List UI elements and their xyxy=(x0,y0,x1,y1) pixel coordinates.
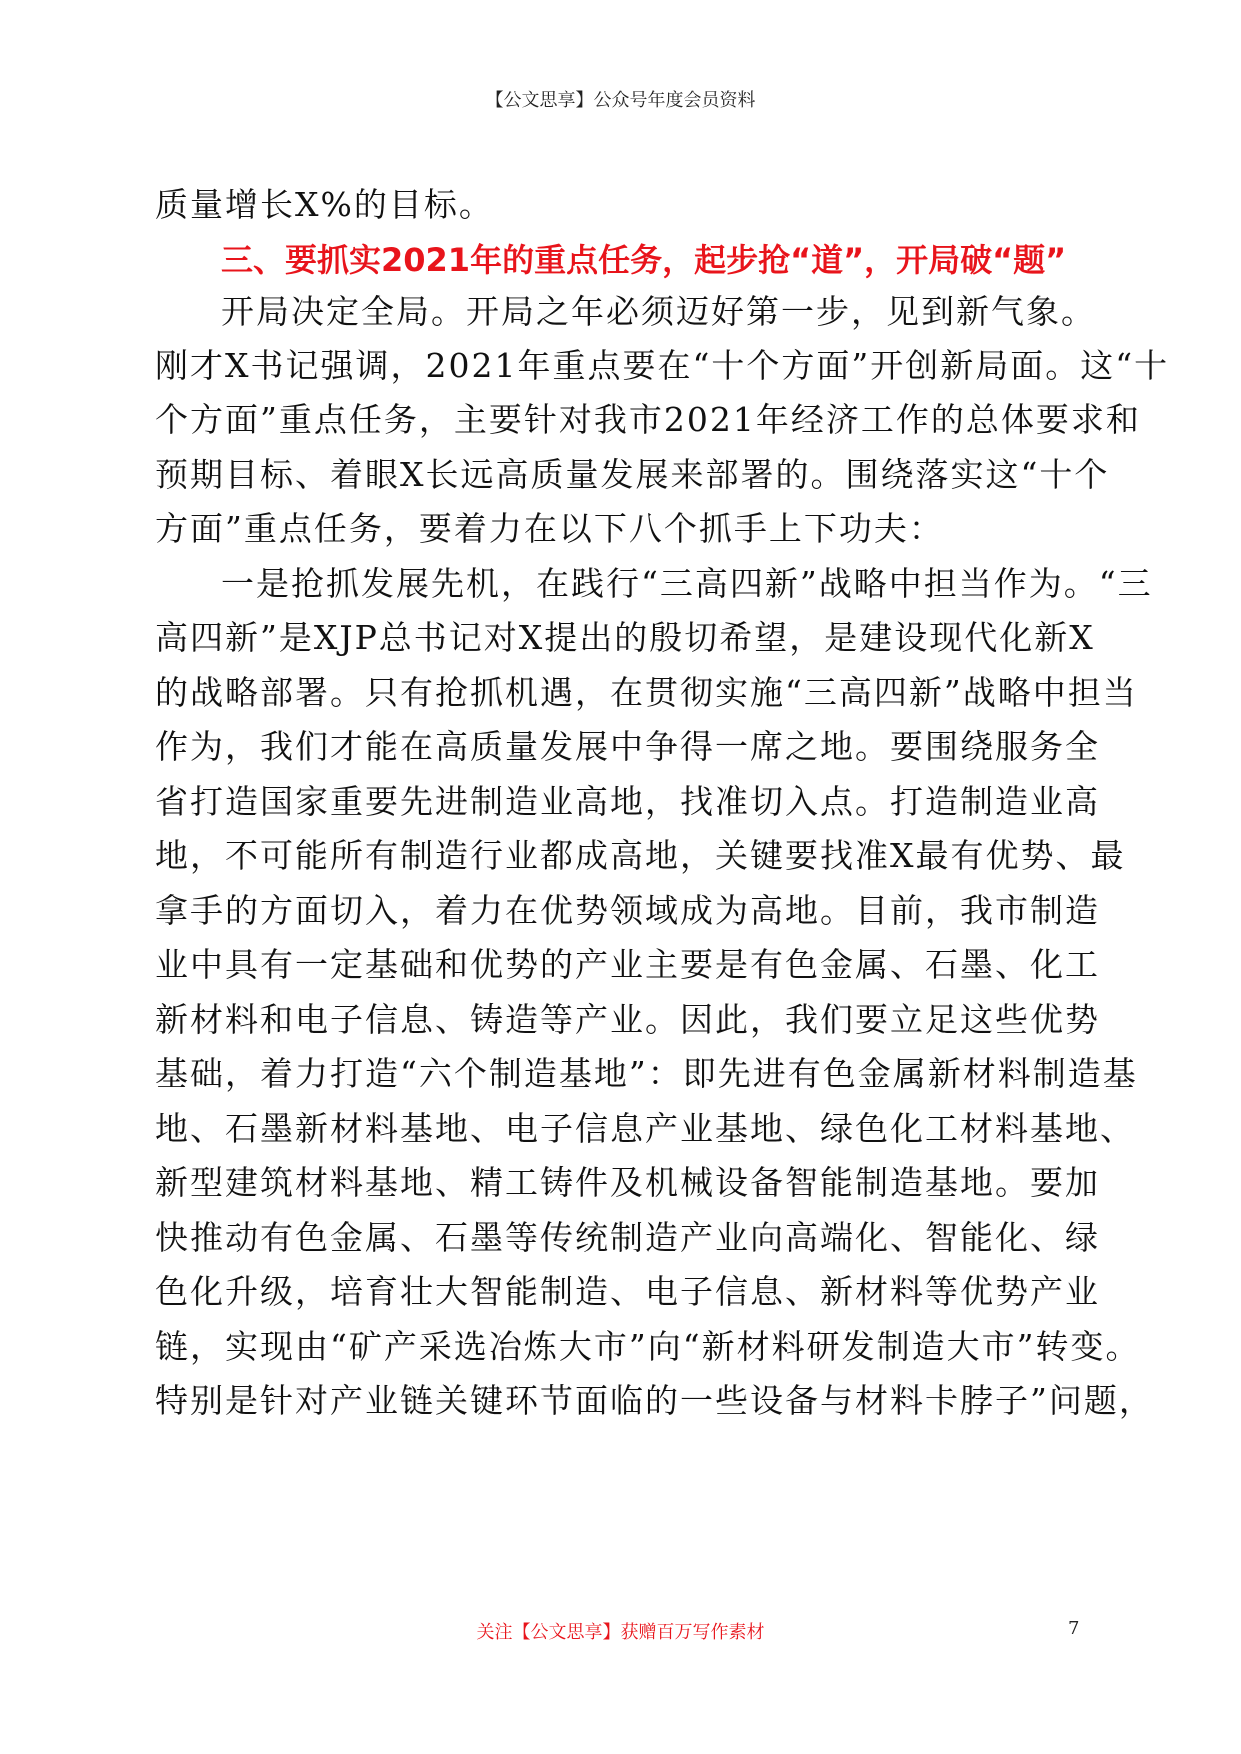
body-line: 开局决定全局。开局之年必须迈好第一步，见到新气象。 xyxy=(221,292,1096,331)
body-line: 的战略部署。只有抢抓机遇，在贯彻实施“三高四新”战略中担当 xyxy=(155,673,1138,712)
body-line: 预期目标、着眼X长远高质量发展来部署的。围绕落实这“十个 xyxy=(155,455,1110,494)
body-line: 质量增长X%的目标。 xyxy=(155,185,494,224)
body-line: 地、石墨新材料基地、电子信息产业基地、绿色化工材料基地、 xyxy=(155,1109,1135,1148)
body-line: 方面”重点任务，要着力在以下八个抓手上下功夫： xyxy=(155,509,944,548)
page-header: 【公文思享】公众号年度会员资料 xyxy=(485,90,756,111)
body-line: 地，不可能所有制造行业都成高地，关键要找准X最有优势、最 xyxy=(155,836,1126,875)
body-line: 作为，我们才能在高质量发展中争得一席之地。要围绕服务全 xyxy=(155,727,1100,766)
body-line: 拿手的方面切入，着力在优势领域成为高地。目前，我市制造 xyxy=(155,891,1100,930)
body-line: 新型建筑材料基地、精工铸件及机械设备智能制造基地。要加 xyxy=(155,1163,1100,1202)
page-footer: 关注【公文思享】获赠百万写作素材 xyxy=(476,1622,765,1643)
page-number: 7 xyxy=(1068,1618,1080,1639)
body-line: 一是抢抓发展先机，在践行“三高四新”战略中担当作为。“三 xyxy=(221,564,1153,603)
body-line: 高四新”是XJP总书记对X提出的殷切希望，是建设现代化新X xyxy=(155,618,1095,657)
body-line: 链，实现由“矿产采选冶炼大市”向“新材料研发制造大市”转变。 xyxy=(155,1327,1141,1366)
body-line: 特别是针对产业链关键环节面临的一些设备与材料卡脖子”问题， xyxy=(155,1381,1154,1420)
section-heading: 三、要抓实2021年的重点任务，起步抢“道”，开局破“题” xyxy=(221,241,1067,279)
body-line: 个方面”重点任务，主要针对我市2021年经济工作的总体要求和 xyxy=(155,400,1141,439)
body-line: 快推动有色金属、石墨等传统制造产业向高端化、智能化、绿 xyxy=(155,1218,1100,1257)
body-line: 基础，着力打造“六个制造基地”：即先进有色金属新材料制造基 xyxy=(155,1054,1138,1093)
body-line: 新材料和电子信息、铸造等产业。因此，我们要立足这些优势 xyxy=(155,1000,1100,1039)
body-line: 省打造国家重要先进制造业高地，找准切入点。打造制造业高 xyxy=(155,782,1100,821)
body-line: 色化升级，培育壮大智能制造、电子信息、新材料等优势产业 xyxy=(155,1272,1100,1311)
body-line: 业中具有一定基础和优势的产业主要是有色金属、石墨、化工 xyxy=(155,945,1100,984)
body-line: 刚才X书记强调，2021年重点要在“十个方面”开创新局面。这“十 xyxy=(155,346,1170,385)
